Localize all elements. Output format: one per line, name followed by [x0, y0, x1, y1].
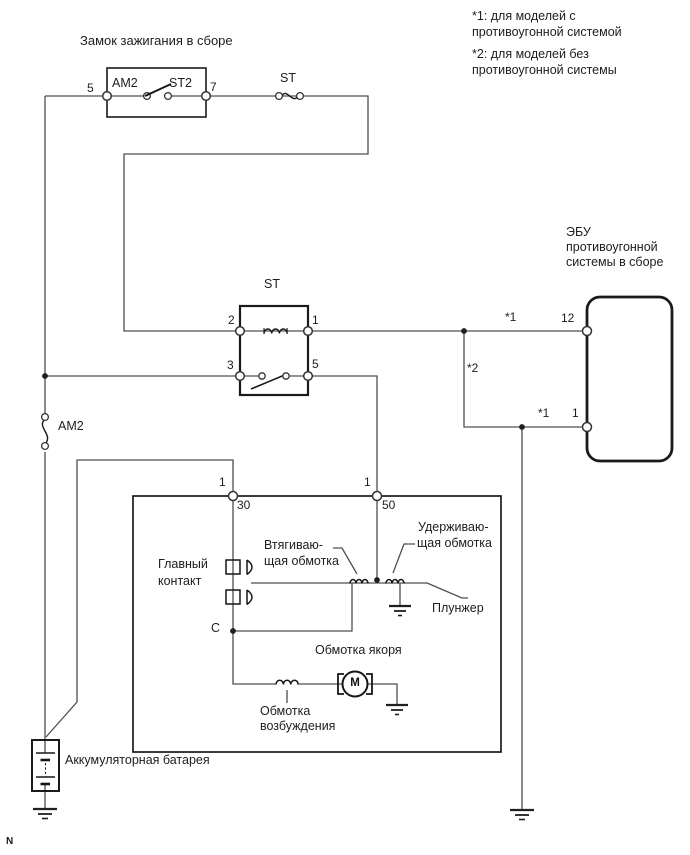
main-contact-symbol — [226, 560, 252, 605]
note1-line1: *1: для моделей с — [472, 9, 576, 23]
st-fuse-label: ST — [280, 71, 296, 85]
main-contact-label-line1: Главный — [158, 557, 208, 571]
hold-in-winding-label-line2: щая обмотка — [417, 536, 493, 550]
starter-terminal-30: 30 — [237, 498, 251, 512]
st-relay-box — [240, 306, 308, 395]
st-fuse-icon — [276, 93, 304, 100]
note1-line2: противоугонной системой — [472, 25, 622, 39]
relay-terminal-5: 5 — [312, 357, 319, 371]
main-contact-label-line2: контакт — [158, 574, 202, 588]
ignition-switch-title: Замок зажигания в сборе — [80, 33, 233, 48]
terminal-circles — [103, 92, 592, 501]
ecu-terminal-1: 1 — [572, 406, 579, 420]
terminal-c-label: C — [211, 621, 221, 635]
ecu-title-line2: противоугонной — [566, 240, 658, 254]
connector-pin-50: 1 — [364, 475, 371, 489]
am2-fuse-icon — [42, 414, 49, 450]
starter-assembly-box — [133, 496, 501, 752]
connector-pin-30: 1 — [219, 475, 226, 489]
hold-in-winding-label-line1: Удерживаю- — [418, 520, 489, 534]
note2-line2: противоугонной системы — [472, 63, 617, 77]
circuit-wires — [45, 96, 584, 810]
ecu-title-line1: ЭБУ — [566, 225, 591, 239]
motor-ground-icon — [386, 705, 408, 715]
ignition-contact-st2: ST2 — [169, 76, 192, 90]
ecu-box — [587, 297, 672, 461]
marker-star2: *2 — [467, 361, 479, 375]
st-relay-title: ST — [264, 277, 280, 291]
armature-winding-label: Обмотка якоря — [315, 643, 402, 657]
ignition-contact-am2: AM2 — [112, 76, 138, 90]
plunger-label: Плунжер — [432, 601, 484, 615]
battery-label: Аккумуляторная батарея — [65, 753, 210, 767]
marker-star1-top: *1 — [505, 310, 517, 324]
note2-line1: *2: для моделей без — [472, 47, 589, 61]
relay-terminal-3: 3 — [227, 358, 234, 372]
pull-in-winding-label-line1: Втягиваю- — [264, 538, 323, 552]
ecu-title-line3: системы в сборе — [566, 255, 664, 269]
ecu-terminal-12: 12 — [561, 311, 575, 325]
battery-ground-icon — [33, 809, 57, 819]
relay-terminal-1: 1 — [312, 313, 319, 327]
relay-contact-symbol — [251, 373, 289, 389]
am2-fuse-label: AM2 — [58, 419, 84, 433]
hold-in-winding-ground-icon — [389, 606, 411, 616]
marker-star1-bottom: *1 — [538, 406, 550, 420]
pull-in-winding-label-line2: щая обмотка — [264, 554, 340, 568]
motor-letter: M — [350, 677, 360, 689]
relay-terminal-2: 2 — [228, 313, 235, 327]
battery-cells-symbol — [36, 753, 55, 784]
footnote-marker: N — [6, 836, 14, 847]
field-winding-label-line1: Обмотка — [260, 704, 311, 718]
ignition-terminal-7: 7 — [210, 80, 217, 94]
ecu-circuit-ground-icon — [510, 810, 534, 820]
starter-terminal-50: 50 — [382, 498, 396, 512]
ignition-terminal-5: 5 — [87, 81, 94, 95]
field-winding-label-line2: возбуждения — [260, 719, 336, 733]
ignition-switch-contact-symbol — [144, 84, 172, 99]
field-winding-symbol — [276, 680, 298, 684]
